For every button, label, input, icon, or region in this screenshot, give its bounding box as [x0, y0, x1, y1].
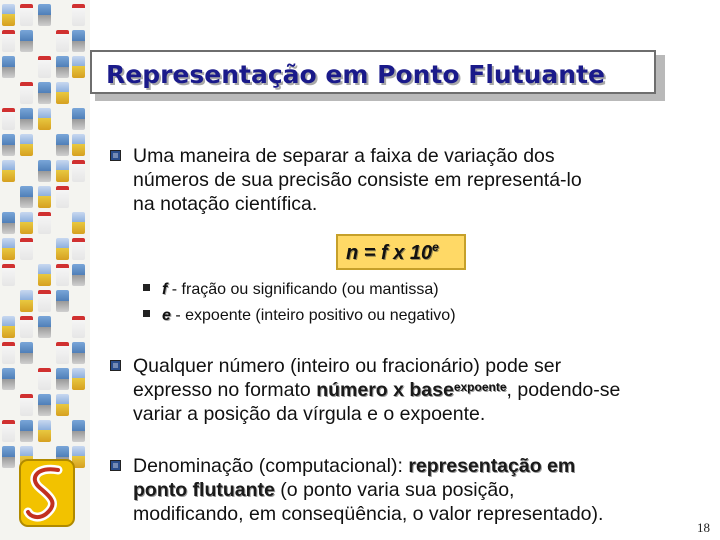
- sidebar-tile: [56, 238, 69, 260]
- sidebar-tile: [2, 160, 15, 182]
- sidebar-tile: [56, 134, 69, 156]
- bullet-2-superscript: expoente: [453, 380, 507, 394]
- institution-logo-icon: [18, 456, 76, 530]
- sidebar-tile: [56, 186, 69, 208]
- bullet-3-line-3: modificando, em conseqüência, o valor representado).: [133, 503, 604, 525]
- slide-title-box: [90, 50, 680, 102]
- bullet-3-line-1-pre: Denominação (computacional):: [133, 455, 409, 477]
- bullet-2-text: [133, 354, 620, 426]
- bullet-3-line-2: [133, 478, 603, 502]
- subitem-2: [143, 305, 456, 327]
- bullet-2-line-2-post: , podendo-se: [506, 379, 621, 401]
- sidebar-tile: [2, 342, 15, 364]
- sidebar-tile: [38, 56, 51, 78]
- bullet-2-line-3: variar a posição da vírgula e o expoente.: [133, 403, 486, 425]
- bullet-3-line-1: [133, 454, 603, 478]
- sidebar-tile: [56, 56, 69, 78]
- sidebar-tile: [56, 342, 69, 364]
- sidebar-tile: [72, 4, 85, 26]
- sidebar-tile: [2, 316, 15, 338]
- sidebar-tile: [38, 108, 51, 130]
- sidebar-tile: [38, 186, 51, 208]
- sidebar-tile: [38, 290, 51, 312]
- formula: [346, 242, 439, 265]
- sidebar-tile: [2, 108, 15, 130]
- sidebar-tile: [72, 108, 85, 130]
- bullet-3-icon: [110, 460, 121, 471]
- bullet-1-line-1: Uma maneira de separar a faixa de variação dos: [133, 145, 555, 167]
- bullet-2-line-2: [133, 378, 620, 402]
- sidebar-tile: [72, 316, 85, 338]
- sidebar-tile: [38, 212, 51, 234]
- page-number: 18: [697, 520, 710, 535]
- sidebar-tile: [38, 420, 51, 442]
- subitem-2-term: e: [162, 307, 171, 324]
- sidebar-tile: [56, 394, 69, 416]
- sidebar-tile: [20, 186, 33, 208]
- formula-base: n = f x 10: [346, 242, 433, 264]
- bullet-2-line-1: Qualquer número (inteiro ou fracionário) pode ser: [133, 355, 562, 377]
- sidebar-tile: [56, 264, 69, 286]
- subitem-1: [143, 279, 439, 301]
- sidebar-tile: [38, 160, 51, 182]
- sidebar-tile: [20, 108, 33, 130]
- sidebar-tile: [72, 368, 85, 390]
- sidebar-tile: [20, 4, 33, 26]
- sidebar-tile: [2, 4, 15, 26]
- sidebar-tile: [56, 82, 69, 104]
- sidebar-tile: [38, 264, 51, 286]
- sidebar-tile: [2, 56, 15, 78]
- bullet-1-icon: [110, 150, 121, 161]
- sidebar-tile: [72, 160, 85, 182]
- bullet-3-text: [133, 454, 603, 526]
- sidebar-tile: [38, 368, 51, 390]
- sidebar-tile: [2, 420, 15, 442]
- sidebar-tile: [56, 160, 69, 182]
- bullet-2-line-2-pre: expresso no formato: [133, 379, 317, 401]
- sidebar-tile: [72, 56, 85, 78]
- sidebar-tile: [72, 212, 85, 234]
- decorative-sidebar: [0, 0, 90, 540]
- sidebar-tile: [20, 290, 33, 312]
- sidebar-tile: [72, 342, 85, 364]
- subitem-1-term: f: [162, 281, 168, 298]
- sidebar-tile: [72, 30, 85, 52]
- bullet-1-text: [133, 144, 582, 216]
- sidebar-tile: [38, 82, 51, 104]
- sidebar-tile: [20, 238, 33, 260]
- sidebar-tile: [2, 264, 15, 286]
- sidebar-tile: [20, 394, 33, 416]
- sidebar-tile: [2, 368, 15, 390]
- bullet-3-highlight-2: ponto flutuante: [133, 479, 275, 501]
- sidebar-tile: [2, 30, 15, 52]
- title-frame: [90, 50, 656, 94]
- sidebar-tile: [38, 394, 51, 416]
- sidebar-tile: [38, 316, 51, 338]
- sidebar-tile: [72, 264, 85, 286]
- square-bullet-icon: [143, 310, 150, 317]
- sidebar-tile: [56, 30, 69, 52]
- sidebar-tile: [20, 134, 33, 156]
- square-bullet-icon: [143, 284, 150, 291]
- sidebar-tile: [20, 82, 33, 104]
- bullet-2-icon: [110, 360, 121, 371]
- slide-title: Representação em Ponto Flutuante: [106, 60, 606, 89]
- sidebar-tile: [2, 134, 15, 156]
- bullet-1-line-2: números de sua precisão consiste em representá-lo: [133, 169, 582, 191]
- sidebar-tile: [56, 290, 69, 312]
- sidebar-tile: [20, 316, 33, 338]
- bullet-2-highlight: número x base: [316, 379, 454, 401]
- bullet-3-highlight-1: representação em: [408, 455, 576, 477]
- sidebar-tile: [20, 342, 33, 364]
- sidebar-tile: [2, 238, 15, 260]
- sidebar-tile: [20, 420, 33, 442]
- bullet-3-line-2-post: (o ponto varia sua posição,: [274, 479, 515, 501]
- sidebar-tile: [38, 4, 51, 26]
- sidebar-tile: [72, 420, 85, 442]
- bullet-1-line-3: na notação científica.: [133, 193, 318, 215]
- subitem-2-text: - expoente (inteiro positivo ou negativo): [170, 307, 456, 324]
- sidebar-tile: [72, 134, 85, 156]
- sidebar-tile: [2, 446, 15, 468]
- subitem-1-text: - fração ou significando (ou mantissa): [167, 281, 439, 298]
- sidebar-tile: [72, 238, 85, 260]
- formula-exponent: e: [432, 240, 439, 254]
- sidebar-tile: [20, 212, 33, 234]
- sidebar-tile: [56, 368, 69, 390]
- formula-box: [336, 234, 466, 270]
- sidebar-tile: [20, 30, 33, 52]
- sidebar-tile: [2, 212, 15, 234]
